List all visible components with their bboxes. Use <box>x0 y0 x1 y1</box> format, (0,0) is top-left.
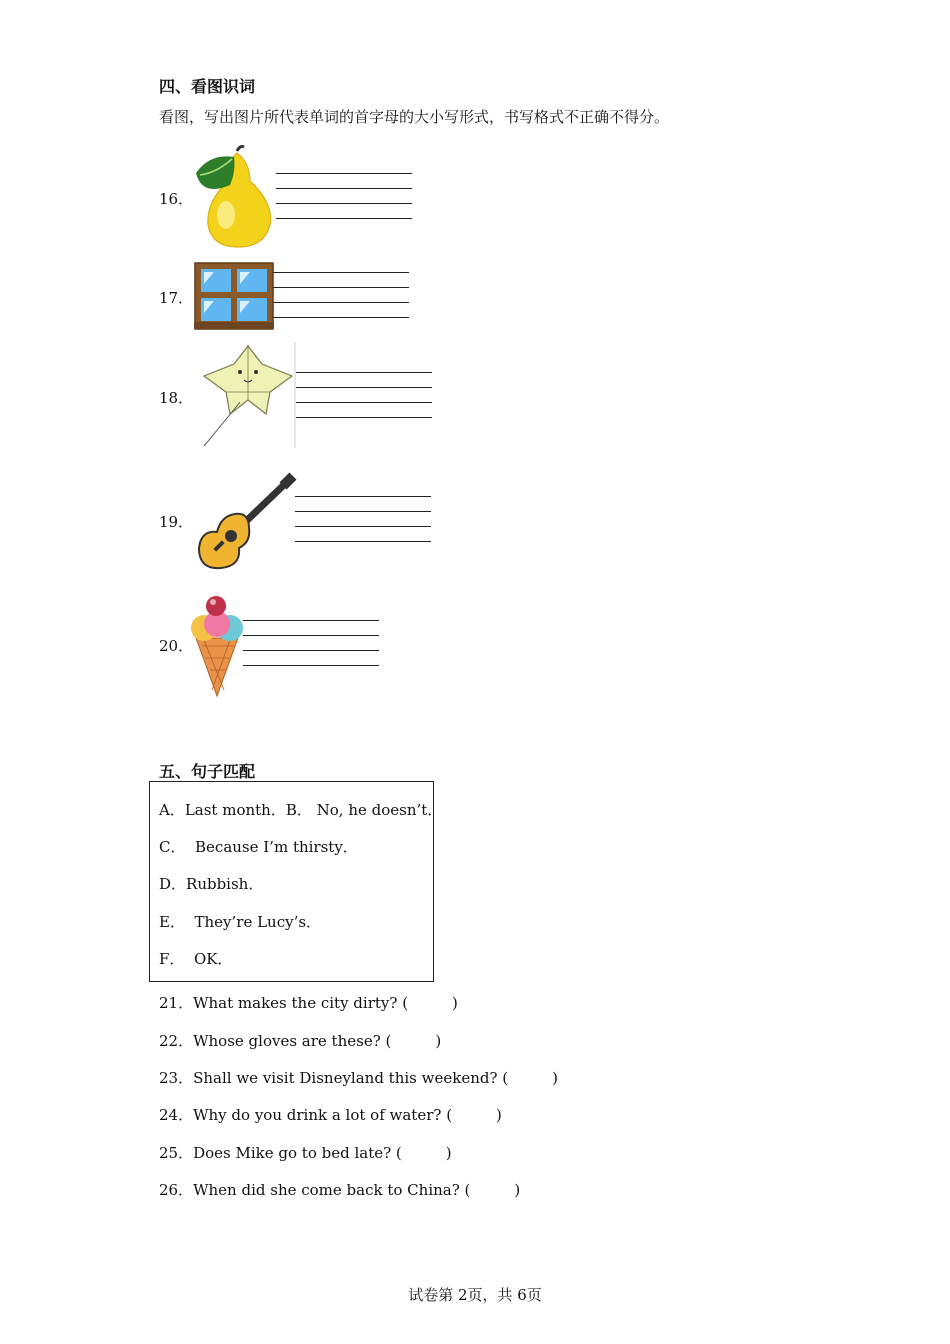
question-26 <box>159 1179 520 1200</box>
paren-close: ) <box>496 1106 502 1124</box>
option-d: D．Rubbish． <box>159 875 264 893</box>
item-number: 17． <box>159 289 194 307</box>
pear-icon <box>190 143 280 249</box>
window-icon <box>194 262 274 330</box>
paren-close: ) <box>445 1144 452 1162</box>
item-number: 19． <box>159 513 194 531</box>
question-number: 22． <box>159 1032 194 1050</box>
question-number: 26． <box>159 1181 194 1199</box>
paren-close: ) <box>435 1032 442 1050</box>
question-text: Shall we visit Disneyland this weekend? ( <box>193 1069 509 1087</box>
section5-title: 五、句子匹配 <box>159 762 256 781</box>
paren-close: ) <box>514 1181 521 1199</box>
question-text: What makes the city dirty? ( <box>193 994 409 1012</box>
answer-lines[interactable] <box>295 496 431 556</box>
question-text: Does Mike go to bed late? ( <box>193 1144 402 1162</box>
answer-lines[interactable] <box>296 372 432 432</box>
answer-lines[interactable] <box>276 173 412 233</box>
question-number: 21． <box>159 994 194 1012</box>
option-a-b: A．Last month．B． No, he doesn’t． <box>159 801 443 819</box>
question-number: 24． <box>159 1106 194 1124</box>
option-c: C． Because I’m thirsty． <box>159 838 358 856</box>
kite-icon <box>200 342 296 448</box>
question-23 <box>159 1067 558 1088</box>
item-number: 18． <box>159 389 194 407</box>
item-number: 16． <box>159 190 194 208</box>
ice-cream-icon <box>190 590 244 698</box>
question-text: Why do you drink a lot of water? ( <box>193 1106 453 1124</box>
question-25 <box>159 1142 452 1163</box>
question-text: Whose gloves are these? ( <box>193 1032 392 1050</box>
question-number: 23． <box>159 1069 194 1087</box>
section4-instruction: 看图，写出图片所代表单词的首字母的大小写形式，书写格式不正确不得分。 <box>159 108 670 126</box>
answer-lines[interactable] <box>243 620 379 680</box>
question-22 <box>159 1030 441 1051</box>
paren-close: ) <box>452 994 458 1012</box>
paren-close: ) <box>552 1069 558 1087</box>
page-footer: 试卷第 2页，共 6页 <box>408 1286 542 1304</box>
item-number: 20． <box>159 637 194 655</box>
question-text: When did she come back to China? ( <box>193 1181 471 1199</box>
option-e: E． They’re Lucy’s． <box>159 913 322 931</box>
section4-title: 四、看图识词 <box>159 77 256 96</box>
option-f: F． OK． <box>159 950 233 968</box>
question-24 <box>159 1104 502 1125</box>
guitar-icon <box>195 472 297 570</box>
answer-lines[interactable] <box>273 272 409 332</box>
question-21 <box>159 992 458 1013</box>
question-number: 25． <box>159 1144 194 1162</box>
